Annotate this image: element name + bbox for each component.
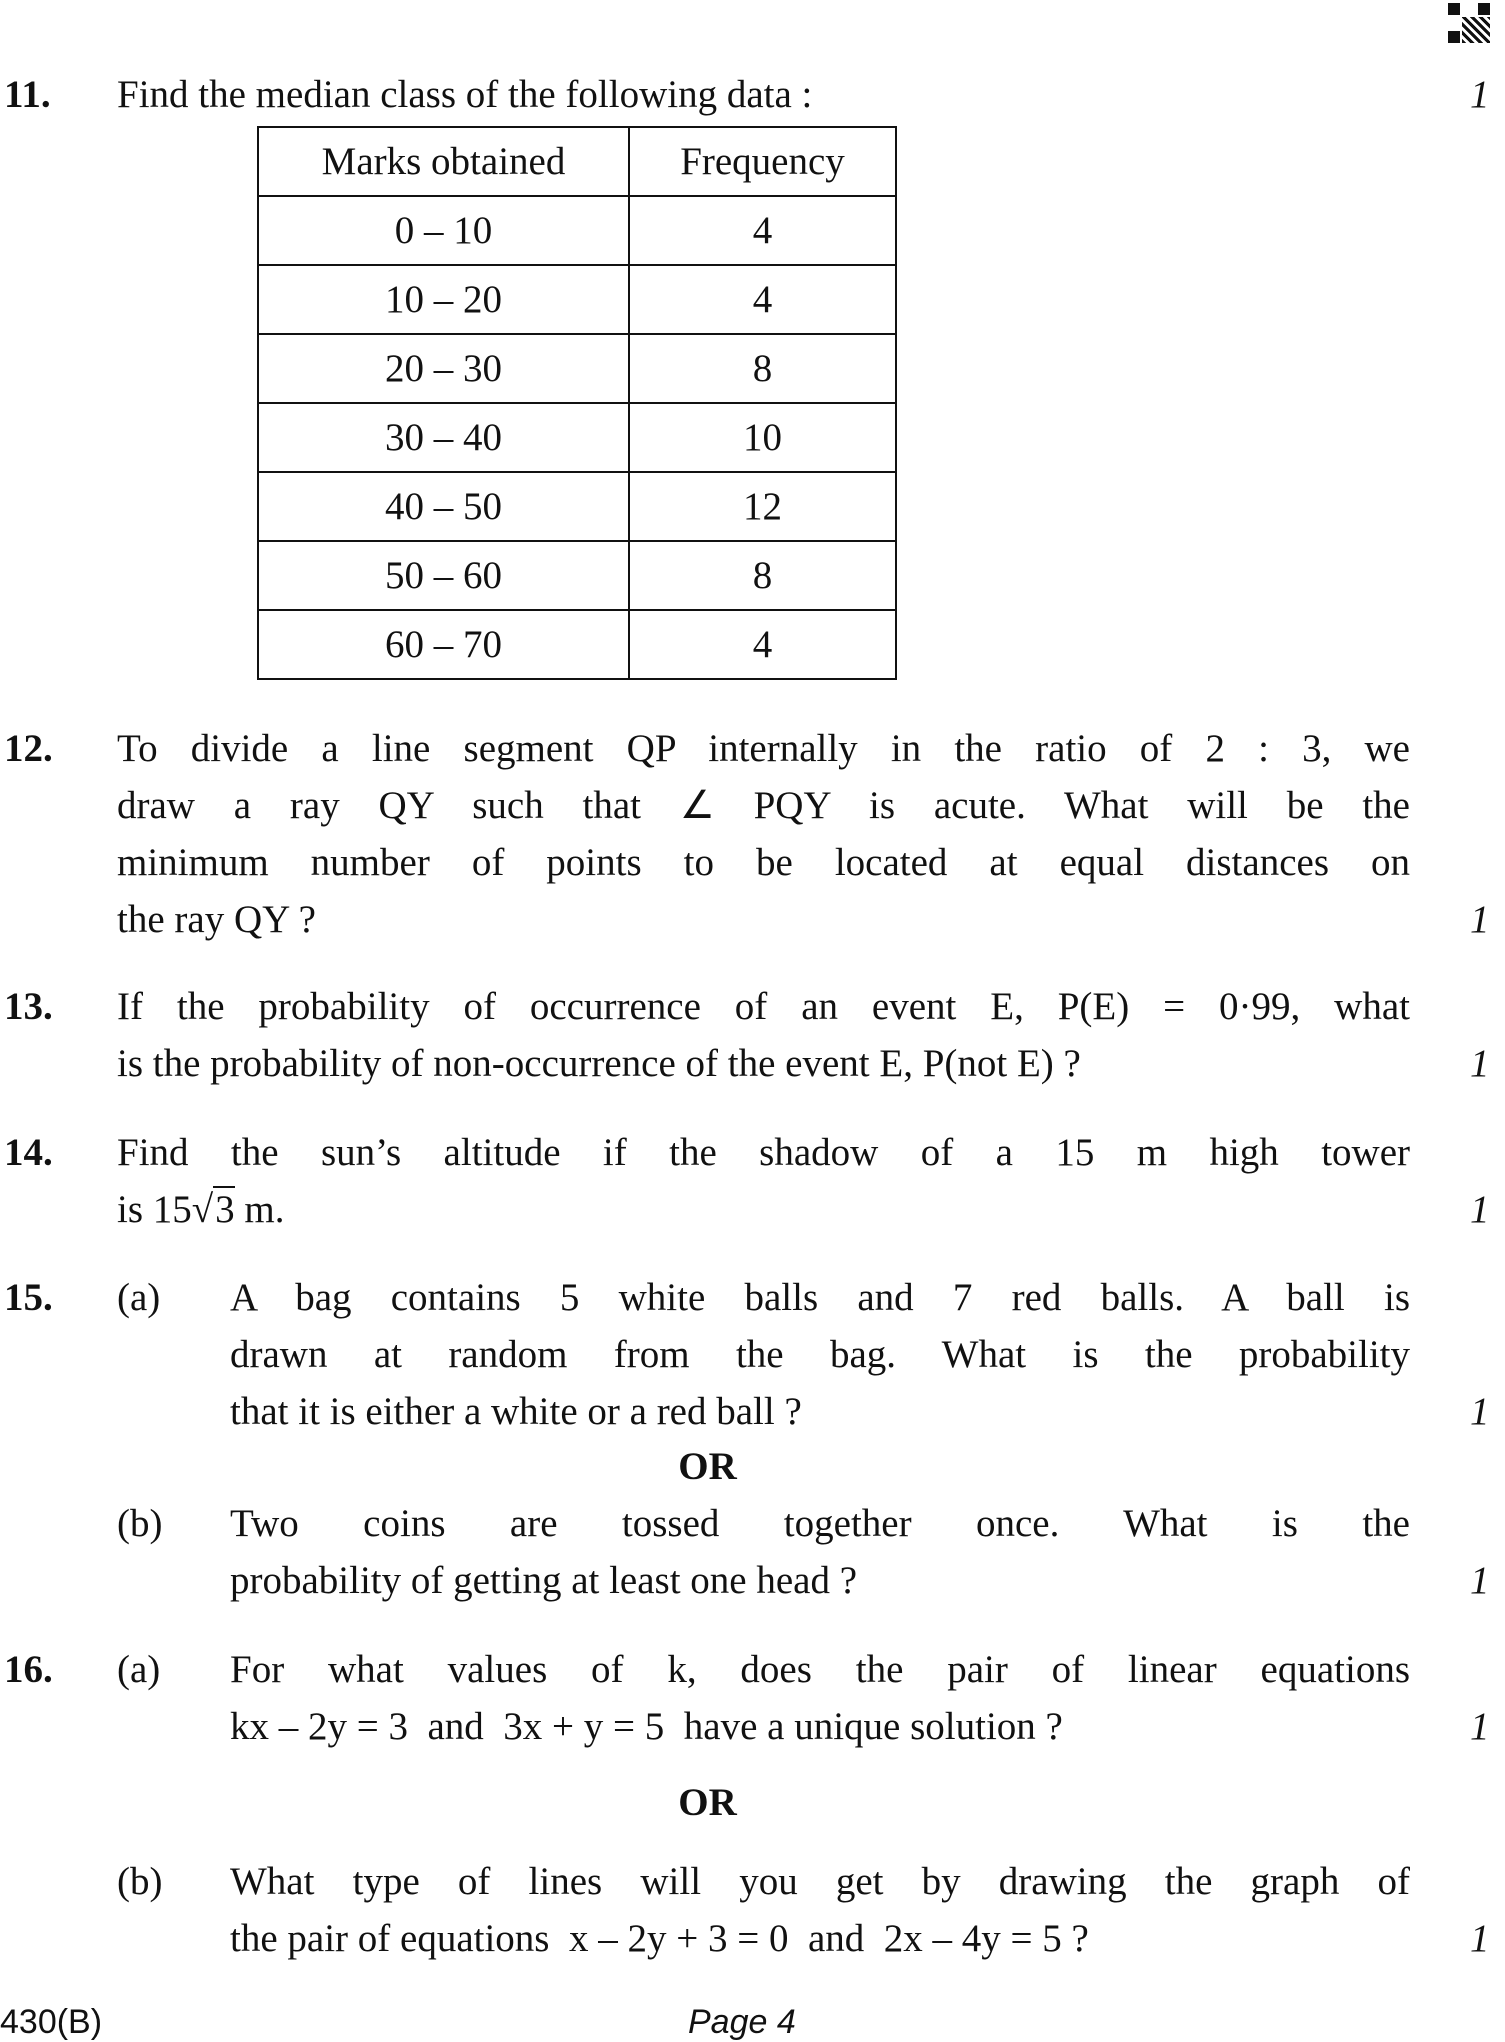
question-line: probability of getting at least one head ? bbox=[230, 1559, 858, 1602]
question-line: the pair of equations x – 2y + 3 = 0 and 2x – 4y = 5 ? bbox=[230, 1917, 1089, 1960]
question-line: is the probability of non-occurrence of the event E, P(not E) ? bbox=[117, 1042, 1081, 1085]
question-line: Find the sun’s altitude if the shadow of a 15 m high tower bbox=[117, 1131, 1410, 1174]
question-line: drawn at random from the bag. What is the probability bbox=[230, 1333, 1410, 1376]
cell: 4 bbox=[629, 196, 896, 265]
question-number: 12. bbox=[4, 727, 53, 770]
question-number: 14. bbox=[4, 1131, 53, 1174]
cell: 10 – 20 bbox=[258, 265, 629, 334]
marks: 1 bbox=[1470, 1390, 1490, 1433]
marks: 1 bbox=[1470, 1188, 1490, 1231]
cell: 8 bbox=[629, 334, 896, 403]
part-label: (a) bbox=[117, 1648, 161, 1691]
table-row bbox=[258, 334, 896, 403]
cell: 0 – 10 bbox=[258, 196, 629, 265]
cell: 50 – 60 bbox=[258, 541, 629, 610]
cell: 30 – 40 bbox=[258, 403, 629, 472]
cell: 10 bbox=[629, 403, 896, 472]
part-label: (b) bbox=[117, 1502, 163, 1545]
part-label: (b) bbox=[117, 1860, 163, 1903]
page-number: Page 4 bbox=[688, 2003, 796, 2041]
question-text: Find the median class of the following data : bbox=[117, 73, 813, 116]
table-row bbox=[258, 196, 896, 265]
question-line: For what values of k, does the pair of linear equations bbox=[230, 1648, 1410, 1691]
question-line: What type of lines will you get by drawing the graph of bbox=[230, 1860, 1410, 1903]
table-row bbox=[258, 610, 896, 679]
cell: 8 bbox=[629, 541, 896, 610]
question-line: draw a ray QY such that ∠ PQY is acute. What will be the bbox=[117, 784, 1410, 827]
table-row bbox=[258, 541, 896, 610]
part-label: (a) bbox=[117, 1276, 161, 1319]
table-header: Frequency bbox=[629, 127, 896, 196]
question-number: 15. bbox=[4, 1276, 53, 1319]
question-line: kx – 2y = 3 and 3x + y = 5 have a unique solution ? bbox=[230, 1705, 1063, 1748]
paper-code: 430(B) bbox=[0, 2003, 103, 2041]
marks: 1 bbox=[1470, 1042, 1490, 1085]
marks: 1 bbox=[1470, 1559, 1490, 1602]
question-line: the ray QY ? bbox=[117, 898, 316, 941]
qr-code bbox=[1448, 3, 1490, 43]
marks: 1 bbox=[1470, 898, 1490, 941]
question-number: 13. bbox=[4, 985, 53, 1028]
text: m. bbox=[234, 1188, 285, 1231]
question-number: 11. bbox=[4, 73, 51, 116]
marks: 1 bbox=[1470, 1705, 1490, 1748]
cell: 4 bbox=[629, 265, 896, 334]
table-header: Marks obtained bbox=[258, 127, 629, 196]
marks: 1 bbox=[1470, 1917, 1490, 1960]
question-line: that it is either a white or a red ball ? bbox=[230, 1390, 802, 1433]
cell: 40 – 50 bbox=[258, 472, 629, 541]
question-line: Two coins are tossed together once. What is the bbox=[230, 1502, 1410, 1545]
table-row bbox=[258, 472, 896, 541]
question-line: If the probability of occurrence of an event E, P(E) = 0·99, what bbox=[117, 985, 1410, 1028]
marks-frequency-table bbox=[257, 126, 897, 680]
or-separator: OR bbox=[678, 1445, 737, 1488]
table-row bbox=[258, 403, 896, 472]
question-line: A bag contains 5 white balls and 7 red balls. A ball is bbox=[230, 1276, 1410, 1319]
question-line: To divide a line segment QP internally in the ratio of 2 : 3, we bbox=[117, 727, 1410, 770]
cell: 4 bbox=[629, 610, 896, 679]
cell: 60 – 70 bbox=[258, 610, 629, 679]
table-row bbox=[258, 265, 896, 334]
text: is 15 bbox=[117, 1188, 192, 1231]
marks: 1 bbox=[1470, 73, 1490, 116]
question-line: is 15√3 m. bbox=[117, 1188, 285, 1231]
question-number: 16. bbox=[4, 1648, 53, 1691]
question-line: minimum number of points to be located at equal distances on bbox=[117, 841, 1410, 884]
cell: 20 – 30 bbox=[258, 334, 629, 403]
cell: 12 bbox=[629, 472, 896, 541]
or-separator: OR bbox=[678, 1781, 737, 1824]
sqrt-radicand: 3 bbox=[215, 1188, 235, 1231]
